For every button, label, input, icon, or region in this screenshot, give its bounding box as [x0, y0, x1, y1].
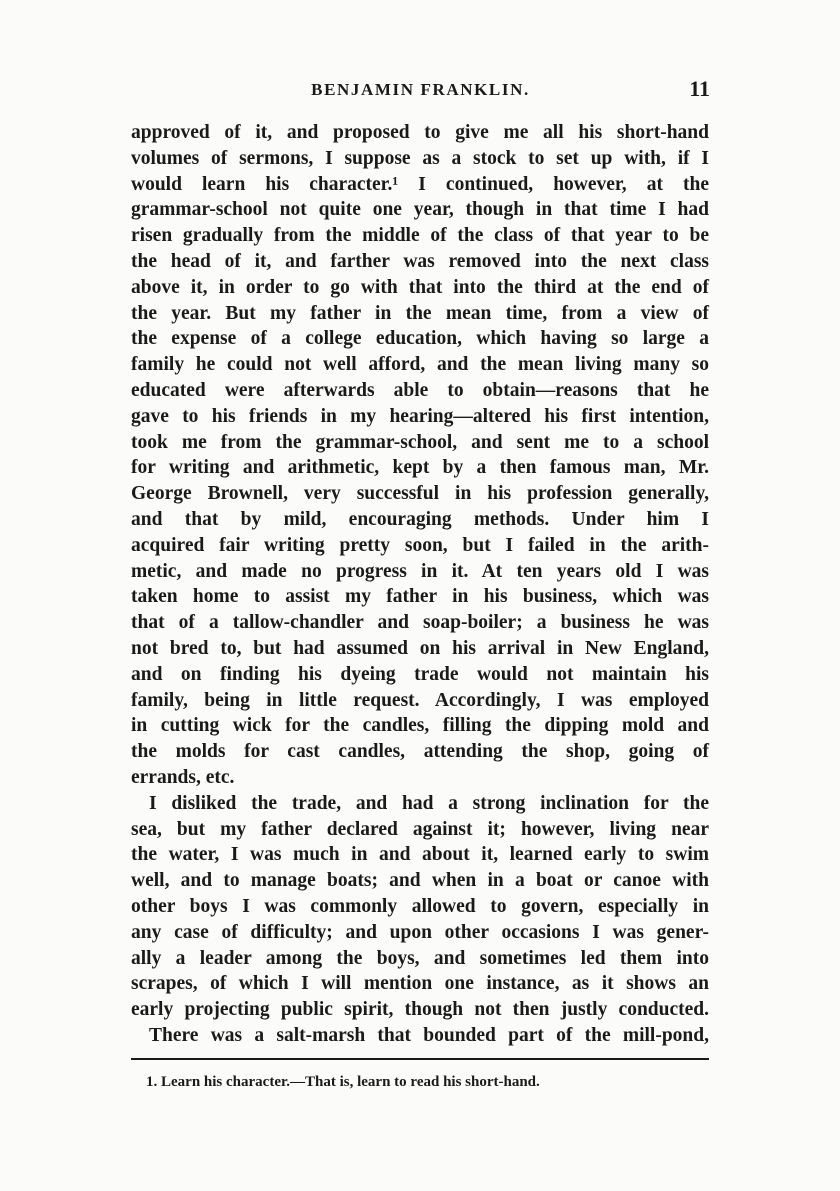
running-head — [131, 76, 710, 104]
text-line: scrapes, of which I will mention one instance, as it shows an — [131, 973, 709, 995]
text-line: George Brownell, very successful in his profession generally, — [131, 483, 709, 505]
text-line: sea, but my father declared against it; however, living near — [131, 818, 709, 840]
text-line: family, being in little request. Accordingly, I was employed — [131, 689, 709, 711]
text-line: approved of it, and proposed to give me all his short-hand — [131, 122, 709, 143]
text-line: early projecting public spirit, though not then justly conducted. — [131, 999, 709, 1021]
text-line: not bred to, but had assumed on his arrival in New England, — [131, 637, 709, 659]
text-line: I disliked the trade, and had a strong inclination for the — [149, 792, 709, 814]
footnote-divider — [131, 1058, 709, 1060]
text-line: the water, I was much in and about it, learned early to swim — [131, 844, 709, 866]
text-line: other boys I was commonly allowed to govern, especially in — [131, 895, 709, 917]
text-line: gave to his friends in my hearing—altered his first intention, — [131, 405, 709, 427]
text-line: grammar-school not quite one year, though in that time I had — [131, 199, 709, 221]
text-line: There was a salt-marsh that bounded part of the mill-pond, — [149, 1024, 709, 1046]
text-line: any case of difficulty; and upon other occasions I was gener- — [131, 921, 709, 943]
text-line: family he could not well afford, and the mean living many so — [131, 354, 709, 376]
text-line: and on finding his dyeing trade would not maintain his — [131, 663, 709, 685]
text-line: errands, etc. — [131, 766, 235, 788]
footnote: 1. Learn his character.—That is, learn to read his short-hand. — [146, 1074, 540, 1090]
text-line: risen gradually from the middle of the class of that year to be — [131, 225, 709, 247]
text-line: the head of it, and farther was removed into the next class — [131, 250, 709, 272]
text-line: in cutting wick for the candles, filling the dipping mold and — [131, 715, 709, 737]
text-line: metic, and made no progress in it. At ten years old I was — [131, 560, 709, 582]
text-line: for writing and arithmetic, kept by a then famous man, Mr. — [131, 457, 709, 479]
text-line: the year. But my father in the mean time, from a view of — [131, 302, 709, 324]
text-line: taken home to assist my father in his business, which was — [131, 586, 709, 608]
text-line: acquired fair writing pretty soon, but I failed in the arith- — [131, 534, 709, 556]
text-line: and that by mild, encouraging methods. Under him I — [131, 508, 709, 530]
text-line: above it, in order to go with that into the third at the end of — [131, 276, 709, 298]
page-number: 11 — [689, 76, 710, 101]
running-title: BENJAMIN FRANKLIN. — [311, 80, 530, 99]
text-line: the molds for cast candles, attending the shop, going of — [131, 741, 709, 763]
text-line: the expense of a college education, which having so large a — [131, 328, 709, 350]
text-line: ally a leader among the boys, and sometimes led them into — [131, 947, 709, 969]
text-line: that of a tallow-chandler and soap-boiler; a business he was — [131, 612, 709, 634]
text-line: would learn his character.¹ I continued, however, at the — [131, 173, 709, 195]
text-line: well, and to manage boats; and when in a boat or canoe with — [131, 870, 709, 892]
body-text — [131, 120, 709, 1049]
text-line: volumes of sermons, I suppose as a stock to set up with, if I — [131, 147, 709, 169]
text-line: took me from the grammar-school, and sent me to a school — [131, 431, 709, 453]
text-line: educated were afterwards able to obtain—reasons that he — [131, 379, 709, 401]
